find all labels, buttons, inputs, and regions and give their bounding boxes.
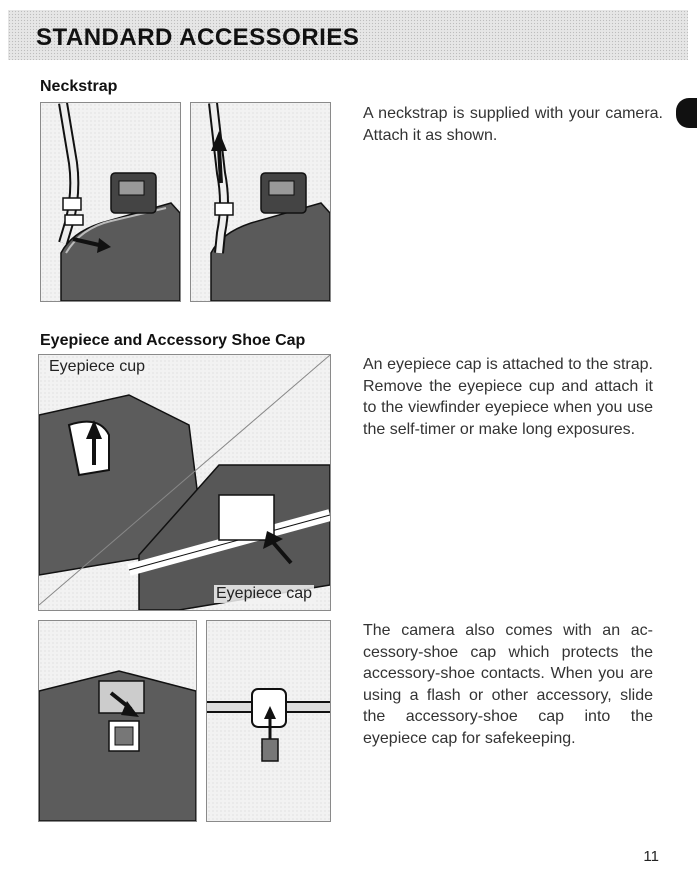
neckstrap-paragraph: A neckstrap is supplied with your camera. Attach it as shown. bbox=[363, 105, 663, 144]
accessory-shoe-illustration-1 bbox=[39, 621, 196, 821]
neckstrap-figure-1 bbox=[40, 102, 181, 302]
neckstrap-illustration-1 bbox=[41, 103, 180, 301]
neckstrap-illustration-2 bbox=[191, 103, 330, 301]
page-number: 11 bbox=[643, 848, 659, 865]
accessory-shoe-paragraph: The camera also comes with an ac-cessory-shoe cap which protects the accessory-shoe contacts. When you are using a flash or other accessory, slide the accessory-shoe cap into the eyepiece cap for safekeeping. bbox=[363, 622, 653, 747]
accessory-shoe-figure-1 bbox=[38, 620, 197, 822]
eyepiece-figure bbox=[38, 354, 331, 611]
eyepiece-cap-label: Eyepiece cap bbox=[216, 585, 313, 602]
page-title: STANDARD ACCESSORIES bbox=[36, 24, 360, 51]
accessory-shoe-figure-2 bbox=[206, 620, 331, 822]
eyepiece-paragraph: An eyepiece cap is attached to the strap. Remove the eyepiece cup and attach it to the viewfinder eyepiece when you use the self-timer or make long exposures. bbox=[363, 356, 653, 438]
neckstrap-heading: Neckstrap bbox=[40, 78, 118, 95]
thumb-tab bbox=[676, 98, 697, 128]
eyepiece-illustration bbox=[39, 355, 330, 610]
accessory-shoe-illustration-2 bbox=[207, 621, 330, 821]
eyepiece-cup-label: Eyepiece cup bbox=[49, 358, 146, 375]
neckstrap-figure-2 bbox=[190, 102, 331, 302]
eyepiece-heading: Eyepiece and Accessory Shoe Cap bbox=[40, 332, 306, 349]
